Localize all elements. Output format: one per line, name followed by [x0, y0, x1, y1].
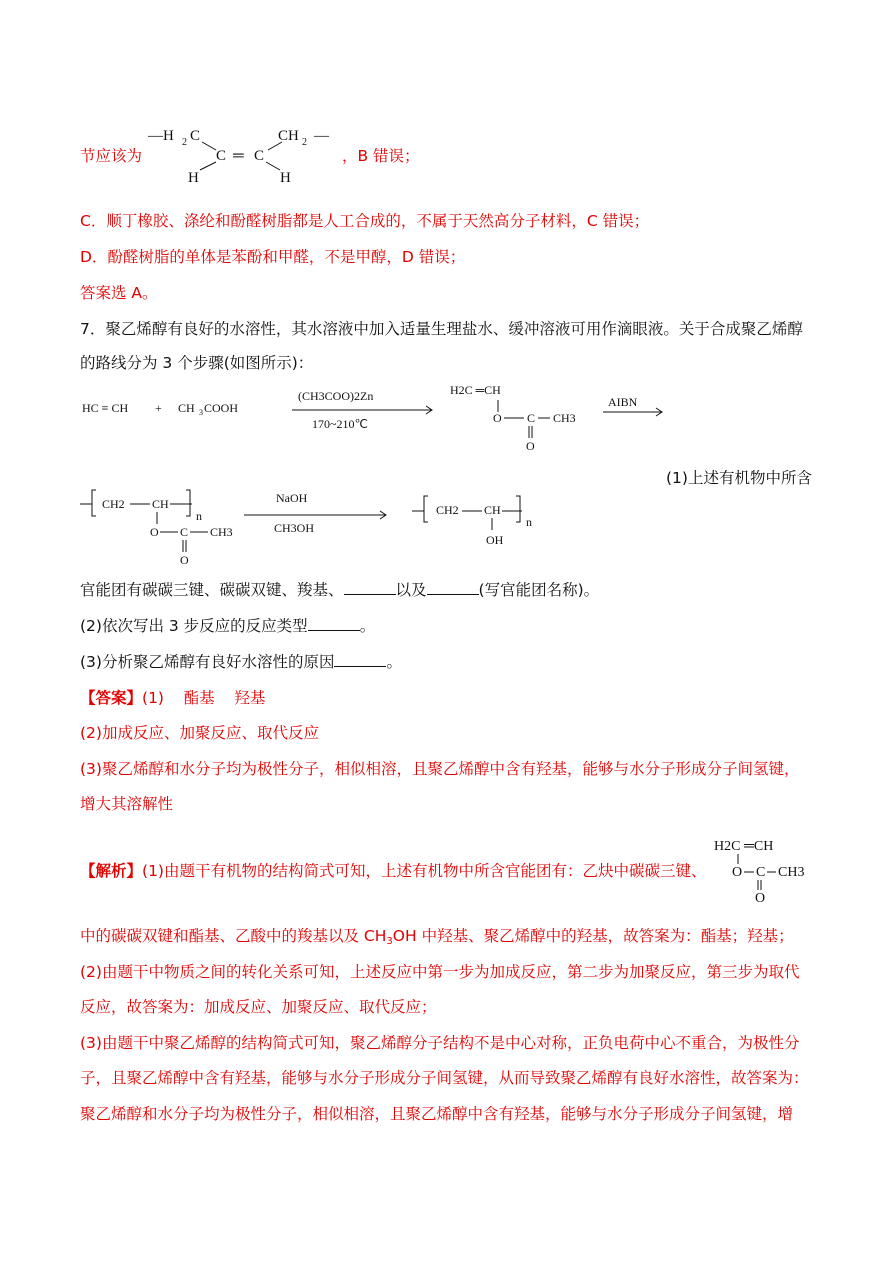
- answer-ans3-line2: 增大其溶解性: [80, 795, 174, 813]
- blank-1: [344, 580, 396, 595]
- analysis-line4: 反应，故答案为：加成反应、加聚反应、取代反应；: [80, 998, 437, 1016]
- reactant-acetylene: HC ≡ CH: [82, 401, 129, 415]
- analysis-label: 【解析】: [80, 862, 143, 880]
- analysis-line2: 中的碳碳双键和酯基、乙酸中的羧基以及 $CH_3OH$ 中羟基、聚乙烯醇中的羟基，故答案为：酯基；羟基；: [80, 927, 794, 947]
- struct-c2: C: [254, 148, 265, 164]
- vinyl-acetate-inline-structure: [712, 834, 832, 906]
- svg-text:CH3: CH3: [553, 411, 576, 425]
- svg-text:C: C: [756, 865, 766, 880]
- svg-text:O: O: [732, 865, 743, 880]
- svg-text:n: n: [196, 509, 202, 523]
- condition-catalyst: (CH3COO)2Zn: [298, 389, 374, 403]
- answer-ans3-line1: (3)聚乙烯醇和水分子均为极性分子，相似相溶，且聚乙烯醇中含有羟基，能够与水分子形成分子间氢键，: [80, 760, 800, 778]
- pva-ch: CH: [484, 503, 501, 517]
- section-b-prefix: 节应该为: [80, 147, 143, 165]
- svg-text:C: C: [190, 128, 201, 144]
- struct-top-left: —H: [148, 128, 174, 144]
- svg-text:O: O: [526, 439, 535, 453]
- q7-stem-line1: 7．聚乙烯醇有良好的水溶性，其水溶液中加入适量生理盐水、缓冲溶液可用作滴眼液。关于合成聚乙烯醇: [80, 320, 803, 338]
- polymer-ch2: CH2: [102, 497, 125, 511]
- svg-text:n: n: [526, 515, 532, 529]
- condition-naoh: NaOH: [276, 491, 308, 505]
- struct-c1: C: [216, 148, 227, 164]
- struct-double-bond: ═: [233, 148, 244, 164]
- reactant-acetic-acid: CH: [178, 401, 195, 415]
- svg-text:2: 2: [302, 137, 307, 148]
- svg-text:O: O: [755, 891, 766, 906]
- section-d: D．酚醛树脂的单体是苯酚和甲醛，不是甲醇，D 错误；: [80, 248, 466, 266]
- condition-aibn: AIBN: [608, 395, 638, 409]
- answer-label: 【答案】: [80, 689, 143, 707]
- svg-text:C: C: [527, 411, 536, 425]
- struct-h2: H: [280, 170, 291, 186]
- svg-text:C: C: [180, 525, 189, 539]
- struct-h1: H: [188, 170, 199, 186]
- svg-text:COOH: COOH: [204, 401, 239, 415]
- svg-text:O: O: [493, 411, 502, 425]
- svg-text:2: 2: [182, 137, 187, 148]
- answer-ans1: 【答案】(1) 酯基 羟基: [80, 689, 266, 707]
- svg-text:3: 3: [199, 408, 203, 417]
- svg-text:CH3: CH3: [778, 865, 805, 880]
- answer-ans2: (2)加成反应、加聚反应、取代反应: [80, 724, 319, 742]
- q7-part3: (3)分析聚乙烯醇有良好水溶性的原因 。: [80, 653, 402, 671]
- reaction-scheme-row2: [80, 484, 560, 570]
- analysis-line1: 【解析】(1)由题干有机物的结构简式可知，上述有机物中所含官能团有：乙炔中碳碳三键、: [80, 862, 707, 880]
- analysis-line3: (2)由题干中物质之间的转化关系可知，上述反应中第一步为加成反应，第二步为加聚反应，第三步为取代: [80, 963, 800, 981]
- condition-methanol: CH3OH: [274, 521, 315, 535]
- pva-ch2: CH2: [436, 503, 459, 517]
- section-b-suffix: ，B 错误；: [342, 147, 420, 165]
- reaction-scheme-row1: [80, 380, 680, 460]
- q7-part2: (2)依次写出 3 步反应的反应类型 。: [80, 617, 376, 635]
- svg-text:—: —: [314, 128, 329, 144]
- q7-part1-line2: 官能团有碳碳三键、碳碳双键、羧基、 以及 (写官能团名称)。: [80, 581, 600, 599]
- svg-text:O: O: [180, 553, 189, 567]
- blank-3: [308, 616, 360, 631]
- svg-text:CH3: CH3: [210, 525, 233, 539]
- blank-2: [427, 580, 479, 595]
- butadiene-unit-structure: [142, 118, 342, 190]
- pva-oh: OH: [486, 533, 504, 547]
- section-c: C．顺丁橡胶、涤纶和酚醛树脂都是人工合成的，不属于天然高分子材料，C 错误；: [80, 212, 650, 230]
- struct-top-right: CH: [278, 128, 299, 144]
- plus-sign: +: [155, 401, 162, 415]
- q7-stem-line2: 的路线分为 3 个步骤(如图所示)：: [80, 354, 314, 372]
- analysis-line7: 聚乙烯醇和水分子均为极性分子，相似相溶，且聚乙烯醇中含有羟基，能够与水分子形成分子间氢键，增: [80, 1105, 794, 1123]
- svg-text:H2C ═CH: H2C ═CH: [714, 839, 774, 854]
- vinyl-acetate-top: H2C ═CH: [450, 383, 501, 397]
- polymer-ch: CH: [152, 497, 169, 511]
- blank-4: [334, 652, 386, 667]
- analysis-line6: 子，且聚乙烯醇中含有羟基，能够与水分子形成分子间氢键，从而导致聚乙烯醇有良好水溶性，故答案为：: [80, 1069, 809, 1087]
- q7-part1-tail: (1)上述有机物中所含: [666, 469, 812, 487]
- svg-text:O: O: [150, 525, 159, 539]
- analysis-line5: (3)由题干中聚乙烯醇的结构简式可知，聚乙烯醇分子结构不是中心对称，正负电荷中心不重合，为极性分: [80, 1034, 800, 1052]
- condition-temperature: 170~210℃: [312, 417, 368, 431]
- answer-line: 答案选 A。: [80, 284, 158, 302]
